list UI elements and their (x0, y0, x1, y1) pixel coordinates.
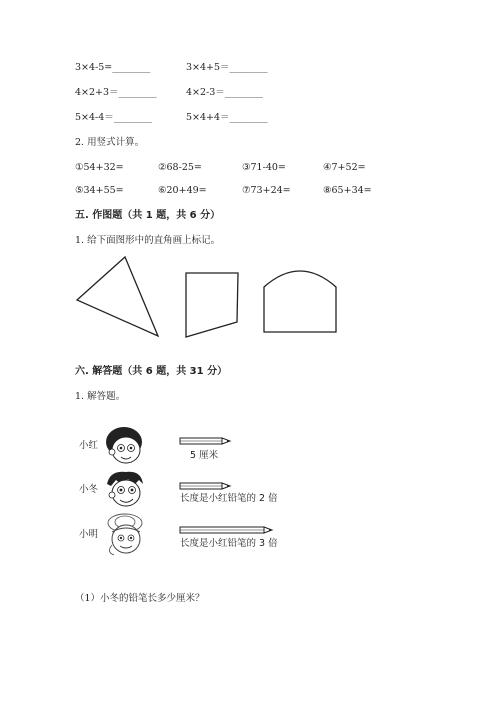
pencil-3-icon (180, 527, 272, 533)
calc-item-2: ②68-25= (158, 162, 202, 173)
child-face-with-hat-icon (108, 514, 142, 555)
section6-question: 1. 解答题。 (75, 391, 126, 402)
calc-item-4: ④7+52= (323, 162, 366, 173)
person-name-xiaohong: 小红 (79, 440, 99, 451)
calc-item-6: ⑥20+49= (158, 185, 207, 196)
equation-4: 4×2-3＝________ (186, 87, 263, 98)
pencil-3-label: 长度是小红铅笔的 3 倍 (180, 538, 278, 549)
equation-2: 3×4+5＝________ (186, 62, 268, 73)
person-name-xiaoming: 小明 (79, 529, 99, 540)
boy-face-icon (107, 472, 143, 506)
section6-title: 六. 解答题（共 6 题，共 31 分） (75, 366, 228, 377)
sub-question-1: （1）小冬的铅笔长多少厘米？ (75, 593, 205, 604)
calc-item-3: ③71-40= (242, 162, 286, 173)
calc-item-7: ⑦73+24= (242, 185, 291, 196)
calc-item-1: ①54+32= (75, 162, 124, 173)
equation-1: 3×4-5=________ (75, 62, 151, 73)
calc-item-5: ⑤34+55= (75, 185, 124, 196)
pencil-1-label: 5 厘米 (190, 450, 219, 461)
vertical-calc-heading: 2. 用竖式计算。 (75, 137, 145, 148)
equation-6: 5×4+4＝________ (186, 112, 268, 123)
person-name-xiaodong: 小冬 (79, 484, 99, 495)
equation-3: 4×2+3＝________ (75, 87, 157, 98)
pencil-2-icon (180, 483, 230, 489)
equation-5: 5×4-4＝________ (75, 112, 152, 123)
section5-title: 五. 作图题（共 1 题，共 6 分） (75, 210, 221, 221)
calc-item-8: ⑧65+34= (323, 185, 372, 196)
pencil-1-icon (180, 438, 230, 444)
girl-face-icon (106, 427, 142, 463)
section5-question: 1. 给下面图形中的直角画上标记。 (75, 235, 221, 246)
pencil-2-label: 长度是小红铅笔的 2 倍 (180, 493, 278, 504)
